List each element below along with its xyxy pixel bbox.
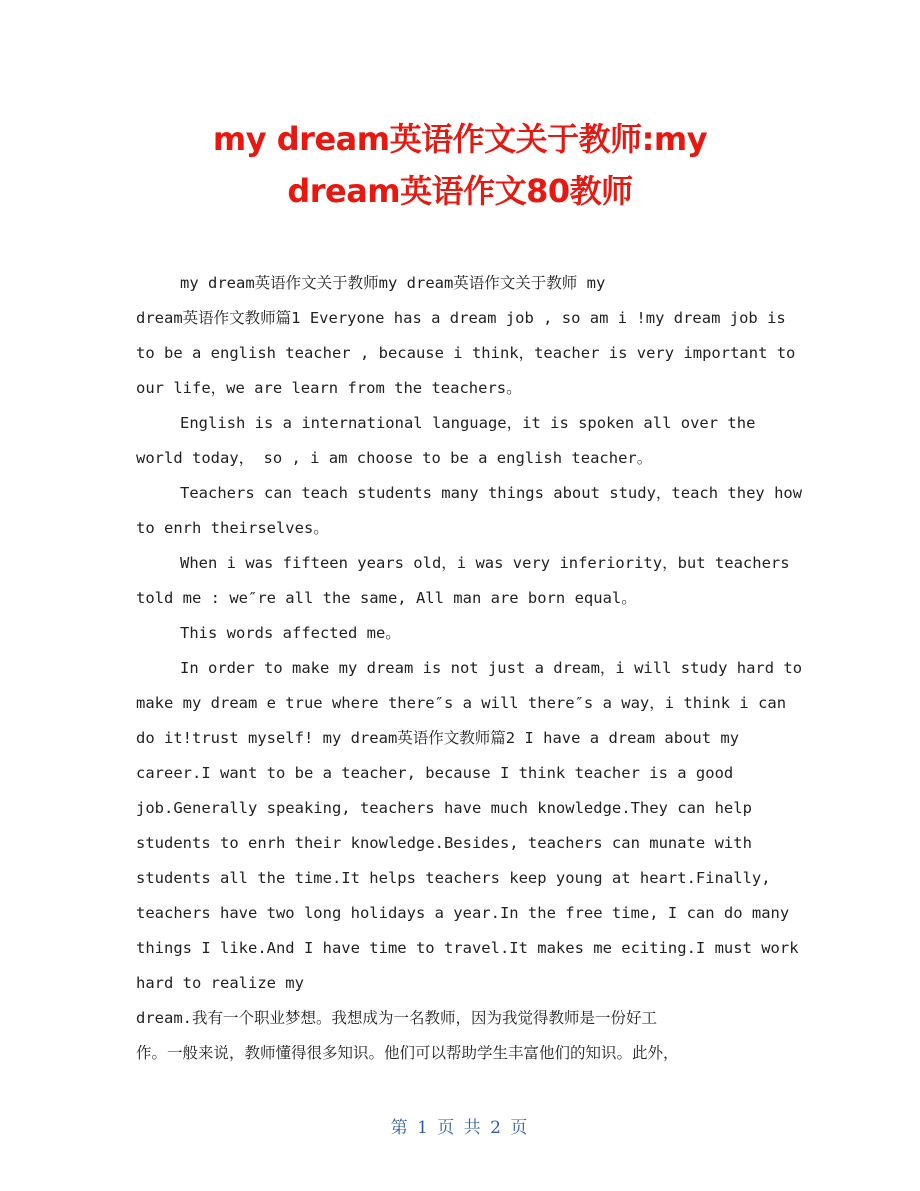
title-line-2: dream英语作文80教师 xyxy=(287,172,633,210)
page-number-footer: 第 1 页 共 2 页 xyxy=(390,1118,530,1138)
text-line: English is a international language，it is spoken all over the xyxy=(180,414,756,432)
text-line: students to enrh their knowledge.Besides, teachers can munate with xyxy=(136,834,752,852)
text-line: do it!trust myself! my dream英语作文教师篇2 I have a dream about my xyxy=(136,729,740,747)
text-line: This words affected me。 xyxy=(180,624,401,642)
text-line: In order to make my dream is not just a dream，i will study hard to xyxy=(180,659,803,677)
text-line: to enrh theirselves。 xyxy=(136,519,329,537)
text-line: job.Generally speaking, teachers have much knowledge.They can help xyxy=(136,799,752,817)
text-line: career.I want to be a teacher, because I think teacher is a good xyxy=(136,764,734,782)
text-line: world today， so , i am choose to be a english teacher。 xyxy=(136,449,653,467)
document-title xyxy=(0,113,920,217)
text-line: our life，we are learn from the teachers。 xyxy=(136,379,522,397)
text-line: dream英语作文教师篇1 Everyone has a dream job , so am i !my dream job is xyxy=(136,309,786,327)
text-line: teachers have two long holidays a year.In the free time, I can do many xyxy=(136,904,790,922)
text-line: Teachers can teach students many things about study，teach they how xyxy=(180,484,803,502)
title-line-1: my dream英语作文关于教师:my xyxy=(212,120,708,158)
text-line: hard to realize my xyxy=(136,974,304,992)
text-line: told me : we″re all the same, All man are born equal。 xyxy=(136,589,637,607)
text-line: my dream英语作文关于教师my dream英语作文关于教师 my xyxy=(180,274,606,292)
text-line: students all the time.It helps teachers keep young at heart.Finally, xyxy=(136,869,771,887)
text-line: make my dream e true where there″s a will there″s a way，i think i can xyxy=(136,694,787,712)
text-line: things I like.And I have time to travel.It makes me eciting.I must work xyxy=(136,939,799,957)
text-line: to be a english teacher , because i think，teacher is very important to xyxy=(136,344,796,362)
text-line: 作。一般来说，教师懂得很多知识。他们可以帮助学生丰富他们的知识。此外， xyxy=(136,1044,679,1062)
document-body xyxy=(136,266,803,1071)
text-line: dream.我有一个职业梦想。我想成为一名教师，因为我觉得教师是一份好工 xyxy=(136,1009,657,1027)
text-line: When i was fifteen years old，i was very inferiority，but teachers xyxy=(180,554,790,572)
